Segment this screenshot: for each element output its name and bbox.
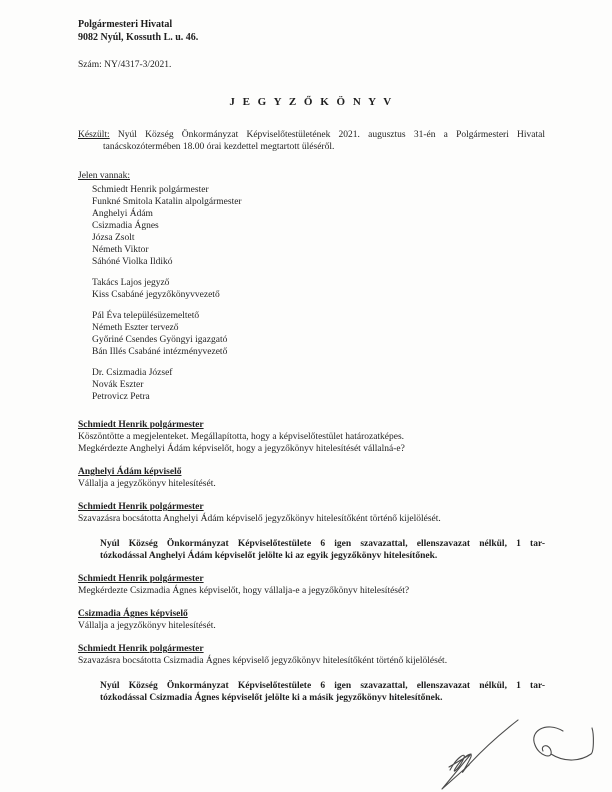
office-address: 9082 Nyúl, Kossuth L. u. 46. <box>78 32 199 43</box>
attendee-name: Anghelyi Ádám <box>92 209 153 219</box>
document-title: J E G Y Z Ő K Ö N Y V <box>229 96 394 108</box>
resolution-paragraph <box>78 680 545 704</box>
speaker-heading: Schmiedt Henrik polgármester <box>78 502 204 512</box>
attendee-name: Józsa Zsolt <box>92 233 135 243</box>
speaker-heading: Csizmadia Ágnes képviselő <box>78 609 188 619</box>
signatures-image <box>412 710 607 792</box>
attendee-name: Csizmadia Ágnes <box>92 221 159 231</box>
made-at-label: Készült: <box>78 130 110 140</box>
speech-line: Vállalja a jegyzőkönyv hitelesítését. <box>78 479 216 489</box>
attendee-name: Novák Eszter <box>92 380 144 390</box>
attendee-name: Pál Éva településüzemeltető <box>92 311 200 321</box>
office-name: Polgármesteri Hivatal <box>78 19 173 30</box>
made-at-line2: tanácskozótermében 18.00 órai kezdettel megtartott üléséről. <box>103 142 335 152</box>
speech-block <box>78 573 545 597</box>
resolution-line: Nyúl Község Önkormányzat Képviselőtestülete 6 igen szavazattal, ellenszavazat nélkül, 1 tar- <box>100 539 545 549</box>
resolution-line: Nyúl Község Önkormányzat Képviselőtestülete 6 igen szavazattal, ellenszavazat nélkül, 1 tar- <box>100 681 545 691</box>
case-number: Szám: NY/4317-3/2021. <box>78 60 172 70</box>
speech-block <box>78 643 545 667</box>
speech-line: Köszöntötte a megjelenteket. Megállapította, hogy a képviselőtestület határozatképes. <box>78 432 405 442</box>
attendee-group-council <box>78 184 545 268</box>
speech-line: Megkérdezte Csizmadia Ágnes képviselőt, hogy vállalja-e a jegyzőkönyv hitelesítését? <box>78 586 410 596</box>
attendee-group-guests <box>78 367 545 403</box>
resolution-line: tózkodással Csizmadia Ágnes képviselőt jelölte ki a másik jegyzőkönyv hitelesítőnek. <box>100 693 443 703</box>
attendees-list <box>78 184 545 403</box>
attendee-name: Petrovicz Petra <box>92 392 150 402</box>
speech-line: Szavazásra bocsátotta Anghelyi Ádám képviselő jegyzőkönyv hitelesítőként történő kijelölését. <box>78 514 441 524</box>
speaker-heading: Schmiedt Henrik polgármester <box>78 644 204 654</box>
attendee-name: Takács Lajos jegyző <box>92 278 170 288</box>
attendee-name: Dr. Csizmadia József <box>92 368 173 378</box>
speech-line: Megkérdezte Anghelyi Ádám képviselőt, hogy a jegyzőkönyv hitelesítését vállalná-e? <box>78 444 405 454</box>
signature-right <box>534 727 594 760</box>
made-at-line1 <box>78 129 545 141</box>
made-at-line1-text: Nyúl Község Önkormányzat Képviselőtestületének 2021. augusztus 31-én a Polgármesteri Hivatal <box>117 130 546 140</box>
made-at-paragraph <box>78 129 545 153</box>
minutes-body <box>78 419 545 704</box>
attendee-group-clerks <box>78 277 545 301</box>
attendee-name: Németh Viktor <box>92 245 149 255</box>
speech-block <box>78 608 545 632</box>
attendee-name: Győriné Csendes Gyöngyi igazgató <box>92 335 228 345</box>
attendees-label: Jelen vannak: <box>78 171 130 181</box>
attendee-group-staff <box>78 310 545 358</box>
speaker-heading: Schmiedt Henrik polgármester <box>78 420 204 430</box>
letterhead <box>78 18 545 44</box>
resolution-paragraph <box>78 538 545 562</box>
attendee-name: Sáhóné Violka Ildikó <box>92 257 173 267</box>
attendee-name: Schmiedt Henrik polgármester <box>92 185 209 195</box>
speech-block <box>78 466 545 490</box>
attendee-name: Bán Illés Csabáné intézményvezető <box>92 347 228 357</box>
attendee-name: Németh Eszter tervező <box>92 323 179 333</box>
speech-line: Szavazásra bocsátotta Csizmadia Ágnes képviselő jegyzőkönyv hitelesítőként történő kijelölését. <box>78 656 448 666</box>
speech-line: Vállalja a jegyzőkönyv hitelesítését. <box>78 621 216 631</box>
attendee-name: Funkné Smitola Katalin alpolgármester <box>92 197 242 207</box>
signature-area <box>412 710 607 792</box>
speaker-heading: Anghelyi Ádám képviselő <box>78 467 182 477</box>
speech-block <box>78 501 545 525</box>
signature-left <box>442 720 518 789</box>
speech-block <box>78 419 545 455</box>
resolution-line: tózkodással Anghelyi Ádám képviselőt jelölte ki az egyik jegyzőkönyv hitelesítőnek. <box>100 551 438 561</box>
attendee-name: Kiss Csabáné jegyzőkönyvvezető <box>92 290 220 300</box>
speaker-heading: Schmiedt Henrik polgármester <box>78 574 204 584</box>
